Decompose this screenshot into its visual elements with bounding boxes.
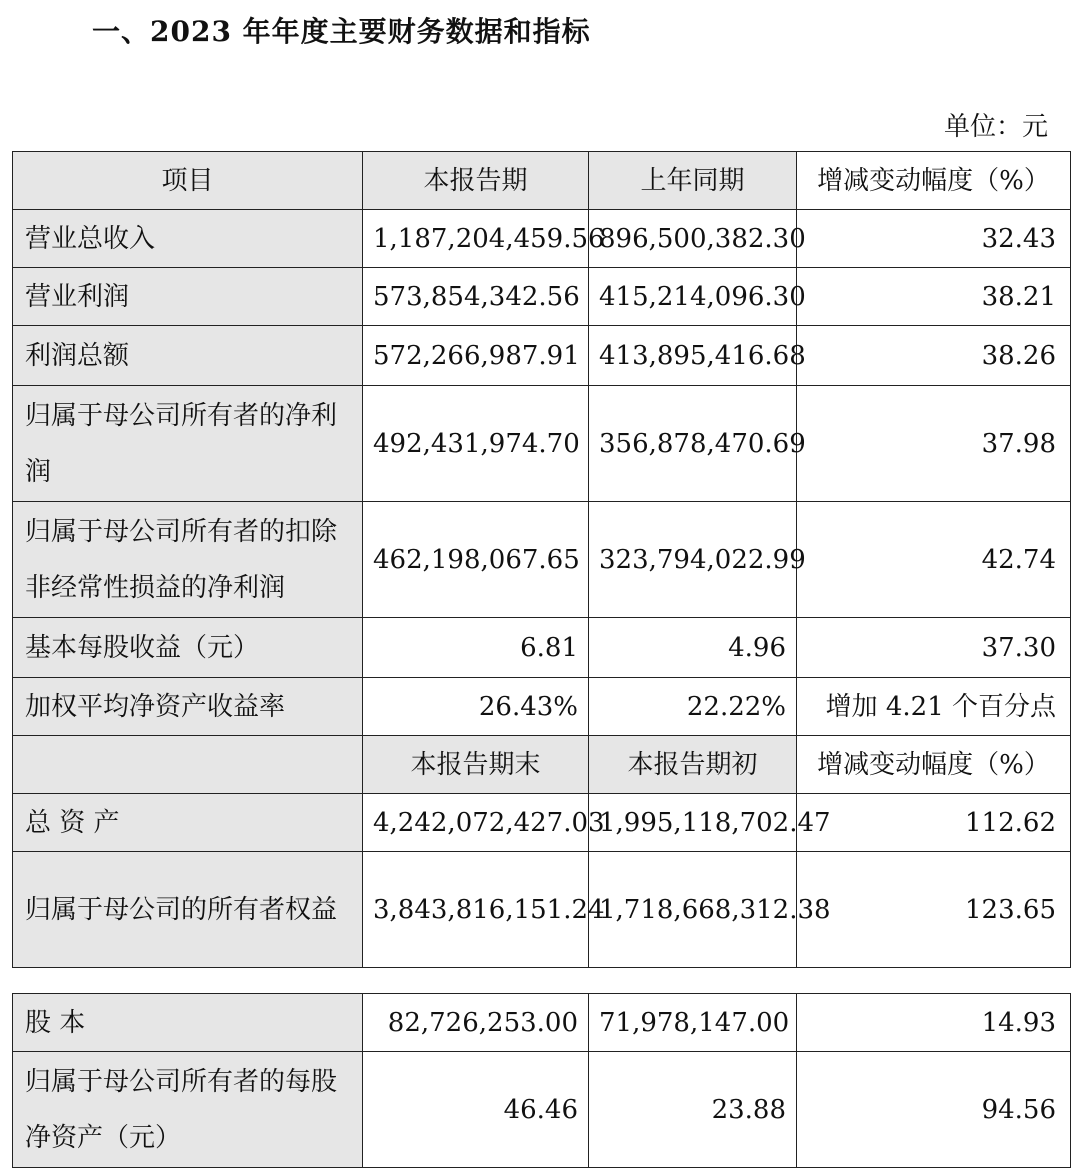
header-period-start: 本报告期初 <box>589 736 797 794</box>
change-value: 94.56 <box>797 1052 1071 1168</box>
previous-value: 896,500,382.30 <box>589 210 797 268</box>
table-row <box>13 502 1071 618</box>
previous-value: 4.96 <box>589 618 797 678</box>
row-label: 归属于母公司所有者的扣除非经常性损益的净利润 <box>13 502 363 618</box>
header-previous-period: 上年同期 <box>589 152 797 210</box>
current-value: 6.81 <box>363 618 589 678</box>
current-value: 1,187,204,459.56 <box>363 210 589 268</box>
current-value: 462,198,067.65 <box>363 502 589 618</box>
unit-label: 单位：元 <box>943 112 1048 142</box>
row-label: 总 资 产 <box>13 794 363 852</box>
previous-value: 23.88 <box>589 1052 797 1168</box>
previous-value: 415,214,096.30 <box>589 268 797 326</box>
previous-value: 22.22% <box>589 678 797 736</box>
header-item: 项目 <box>13 152 363 210</box>
header-change-percent: 增减变动幅度（%） <box>797 736 1071 794</box>
current-value: 573,854,342.56 <box>363 268 589 326</box>
header-period-end: 本报告期末 <box>363 736 589 794</box>
table-header-row <box>13 152 1071 210</box>
change-value: 123.65 <box>797 852 1071 968</box>
row-label: 归属于母公司所有者的每股净资产（元） <box>13 1052 363 1168</box>
table-row <box>13 386 1071 502</box>
previous-value: 1,995,118,702.47 <box>589 794 797 852</box>
change-value: 增加 4.21 个百分点 <box>797 678 1071 736</box>
row-label: 营业利润 <box>13 268 363 326</box>
section-title: 一、2023 年年度主要财务数据和指标 <box>92 15 591 48</box>
financial-data-table <box>12 151 1071 968</box>
change-value: 32.43 <box>797 210 1071 268</box>
current-value: 4,242,072,427.03 <box>363 794 589 852</box>
row-label: 归属于母公司所有者的净利润 <box>13 386 363 502</box>
header-current-period: 本报告期 <box>363 152 589 210</box>
current-value: 3,843,816,151.24 <box>363 852 589 968</box>
change-value: 14.93 <box>797 994 1071 1052</box>
row-label: 加权平均净资产收益率 <box>13 678 363 736</box>
change-value: 38.26 <box>797 326 1071 386</box>
table-row <box>13 618 1071 678</box>
table-row <box>13 794 1071 852</box>
row-label: 利润总额 <box>13 326 363 386</box>
current-value: 572,266,987.91 <box>363 326 589 386</box>
change-value: 37.98 <box>797 386 1071 502</box>
current-value: 492,431,974.70 <box>363 386 589 502</box>
change-value: 112.62 <box>797 794 1071 852</box>
share-capital-table <box>12 993 1071 1168</box>
previous-value: 323,794,022.99 <box>589 502 797 618</box>
change-value: 37.30 <box>797 618 1071 678</box>
table-row <box>13 994 1071 1052</box>
row-label: 股 本 <box>13 994 363 1052</box>
table-row <box>13 678 1071 736</box>
table-row <box>13 326 1071 386</box>
table-row <box>13 1052 1071 1168</box>
row-label: 基本每股收益（元） <box>13 618 363 678</box>
table-row <box>13 268 1071 326</box>
previous-value: 71,978,147.00 <box>589 994 797 1052</box>
previous-value: 413,895,416.68 <box>589 326 797 386</box>
table-row <box>13 852 1071 968</box>
previous-value: 356,878,470.69 <box>589 386 797 502</box>
change-value: 38.21 <box>797 268 1071 326</box>
current-value: 46.46 <box>363 1052 589 1168</box>
row-label: 归属于母公司的所有者权益 <box>13 852 363 968</box>
previous-value: 1,718,668,312.38 <box>589 852 797 968</box>
row-label: 营业总收入 <box>13 210 363 268</box>
table-row <box>13 210 1071 268</box>
header-item-blank <box>13 736 363 794</box>
header-change-percent: 增减变动幅度（%） <box>797 152 1071 210</box>
current-value: 82,726,253.00 <box>363 994 589 1052</box>
current-value: 26.43% <box>363 678 589 736</box>
change-value: 42.74 <box>797 502 1071 618</box>
table-subheader-row <box>13 736 1071 794</box>
